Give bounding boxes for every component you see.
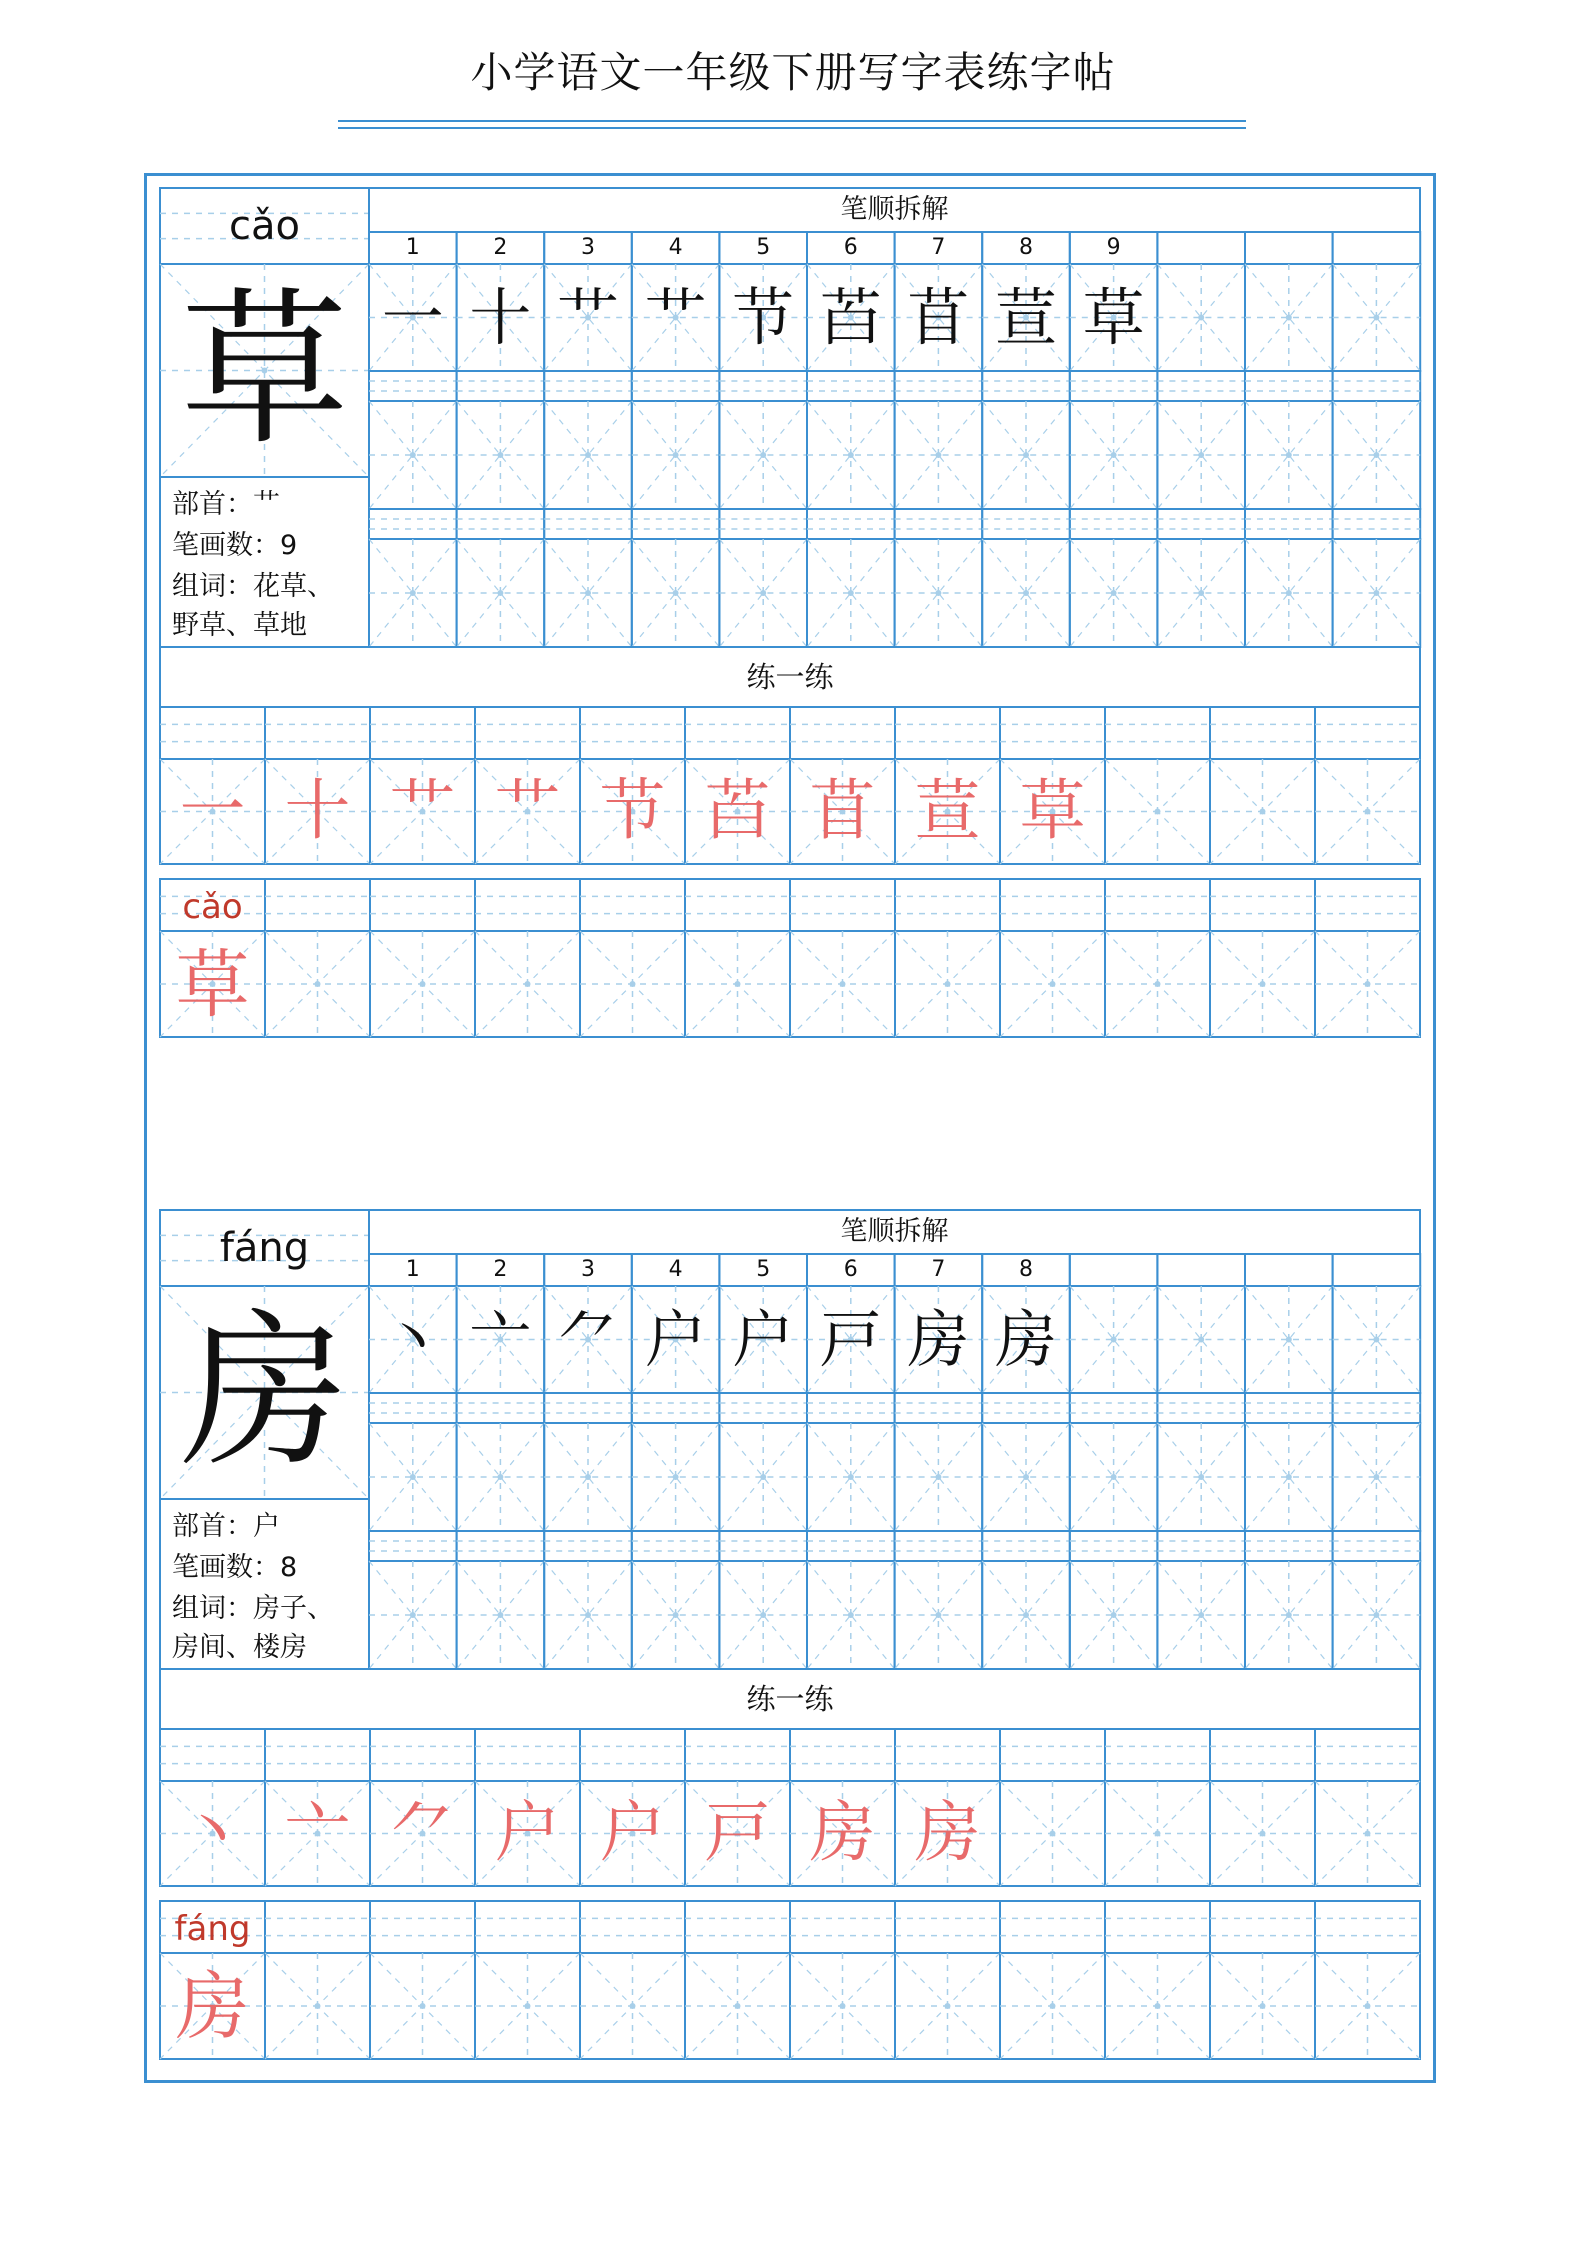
center-dot — [1373, 1612, 1379, 1618]
step-number: 2 — [493, 1257, 508, 1282]
center-dot — [1198, 1474, 1204, 1480]
trace-glyph: 一 — [179, 772, 246, 849]
stroke-count-value: 8 — [280, 1552, 298, 1583]
center-dot — [735, 2003, 741, 2009]
center-dot — [1260, 2003, 1266, 2009]
center-dot — [760, 1612, 766, 1618]
trace-pinyin: fáng — [174, 1909, 251, 1949]
trace-glyph: 房 — [809, 1794, 876, 1871]
center-dot — [1155, 809, 1161, 815]
step-number-cell — [1245, 1254, 1333, 1286]
pinyin-cell — [544, 1393, 632, 1423]
pinyin-cell — [1210, 879, 1315, 931]
header-pinyin: cǎo — [229, 203, 300, 249]
pinyin-cell — [475, 1901, 580, 1953]
stroke-step-glyph: 房 — [994, 1303, 1057, 1376]
center-dot — [1198, 315, 1204, 321]
radical-label: 部首： — [172, 1511, 253, 1542]
trace-glyph: 艹 — [389, 772, 456, 849]
pinyin-cell — [895, 879, 1000, 931]
center-dot — [1198, 452, 1204, 458]
center-dot — [760, 1474, 766, 1480]
main-character: 房 — [180, 1294, 349, 1490]
pinyin-cell — [895, 1393, 983, 1423]
pinyin-cell — [1070, 1393, 1158, 1423]
step-number-cell — [1157, 1254, 1245, 1286]
center-dot — [848, 1612, 854, 1618]
stroke-step-glyph: ⺈ — [556, 1303, 619, 1376]
center-dot — [525, 2003, 531, 2009]
pinyin-cell — [457, 1393, 545, 1423]
center-dot — [1111, 1474, 1117, 1480]
pinyin-cell — [1333, 1531, 1421, 1561]
center-dot — [1373, 1337, 1379, 1343]
pinyin-cell — [719, 371, 807, 401]
trace-glyph: 亠 — [284, 1794, 351, 1871]
pinyin-cell — [1070, 1531, 1158, 1561]
pinyin-cell — [580, 707, 685, 759]
pinyin-cell — [982, 1531, 1070, 1561]
step-number: 3 — [580, 1257, 595, 1282]
center-dot — [1155, 1831, 1161, 1837]
pinyin-cell — [457, 371, 545, 401]
pinyin-cell — [1245, 1531, 1333, 1561]
pinyin-cell — [982, 371, 1070, 401]
trace-glyph: 苩 — [704, 772, 771, 849]
practice-title: 练一练 — [746, 660, 834, 694]
center-dot — [673, 452, 679, 458]
stroke-count-label: 笔画数： — [172, 530, 280, 561]
pinyin-cell — [475, 707, 580, 759]
pinyin-cell — [1000, 1729, 1105, 1781]
center-dot — [945, 981, 951, 987]
center-dot — [1286, 452, 1292, 458]
center-dot — [1155, 981, 1161, 987]
center-dot — [1111, 1337, 1117, 1343]
center-dot — [1286, 1612, 1292, 1618]
stroke-step-glyph: 苩 — [819, 281, 882, 354]
trace-pinyin: cǎo — [182, 887, 243, 927]
center-dot — [935, 1474, 941, 1480]
center-dot — [760, 452, 766, 458]
trace-glyph: 草 — [1019, 772, 1086, 849]
pinyin-cell — [1210, 1901, 1315, 1953]
stroke-step-glyph: 节 — [732, 281, 795, 354]
words-label: 组词： — [172, 1593, 253, 1624]
radical-value: 艹 — [253, 489, 280, 520]
radical-value: 户 — [253, 1511, 280, 1542]
pinyin-cell — [685, 1729, 790, 1781]
center-dot — [673, 1612, 679, 1618]
trace-glyph: 戸 — [704, 1794, 771, 1871]
center-dot — [497, 452, 503, 458]
stroke-step-glyph: 户 — [732, 1303, 795, 1376]
pinyin-cell — [685, 879, 790, 931]
step-number: 5 — [756, 235, 771, 260]
step-number-cell — [1333, 1254, 1421, 1286]
pinyin-cell — [160, 707, 265, 759]
pinyin-cell — [685, 1901, 790, 1953]
main-character: 草 — [180, 272, 349, 468]
center-dot — [840, 981, 846, 987]
center-dot — [497, 1612, 503, 1618]
page-title: 小学语文一年级下册写字表练字帖 — [470, 48, 1116, 97]
pinyin-cell — [1070, 371, 1158, 401]
trace-glyph: 荁 — [914, 772, 981, 849]
center-dot — [935, 452, 941, 458]
words-label: 组词： — [172, 571, 253, 602]
trace-glyph: 户 — [494, 1794, 561, 1871]
pinyin-cell — [1157, 371, 1245, 401]
center-dot — [935, 590, 941, 596]
trace-glyph: 户 — [599, 1794, 666, 1871]
trace-glyph: 艹 — [494, 772, 561, 849]
center-dot — [1286, 590, 1292, 596]
center-dot — [1365, 809, 1371, 815]
center-dot — [1365, 2003, 1371, 2009]
pinyin-cell — [1000, 1901, 1105, 1953]
pinyin-cell — [895, 1531, 983, 1561]
pinyin-cell — [982, 509, 1070, 539]
radical-row — [172, 1506, 367, 1547]
words-line1: 房子、 — [253, 1593, 334, 1624]
pinyin-cell — [1245, 1393, 1333, 1423]
pinyin-cell — [265, 879, 370, 931]
pinyin-cell — [1070, 509, 1158, 539]
trace-character: 房 — [175, 1964, 250, 2050]
center-dot — [585, 452, 591, 458]
words-row — [172, 566, 367, 607]
pinyin-cell — [265, 1901, 370, 1953]
words-line2: 野草、草地 — [172, 610, 307, 641]
center-dot — [848, 1474, 854, 1480]
pinyin-cell — [580, 1729, 685, 1781]
pinyin-cell — [895, 509, 983, 539]
pinyin-cell — [807, 509, 895, 539]
center-dot — [1373, 1474, 1379, 1480]
pinyin-cell — [790, 707, 895, 759]
step-number: 8 — [1018, 1257, 1033, 1282]
pinyin-cell — [1105, 707, 1210, 759]
pinyin-cell — [632, 1393, 720, 1423]
center-dot — [630, 981, 636, 987]
center-dot — [420, 2003, 426, 2009]
center-dot — [1365, 981, 1371, 987]
step-number: 4 — [668, 1257, 683, 1282]
pinyin-cell — [370, 1729, 475, 1781]
center-dot — [1198, 590, 1204, 596]
center-dot — [673, 1474, 679, 1480]
center-dot — [1023, 590, 1029, 596]
stroke-count-row — [172, 1547, 367, 1588]
pinyin-cell — [895, 1901, 1000, 1953]
center-dot — [1365, 1831, 1371, 1837]
center-dot — [1111, 1612, 1117, 1618]
step-number-cell — [1333, 232, 1421, 264]
center-dot — [1111, 452, 1117, 458]
pinyin-cell — [685, 707, 790, 759]
pinyin-cell — [370, 1901, 475, 1953]
step-number: 3 — [580, 235, 595, 260]
center-dot — [1155, 2003, 1161, 2009]
pinyin-cell — [1245, 509, 1333, 539]
trace-glyph: 丶 — [179, 1794, 246, 1871]
center-dot — [735, 981, 741, 987]
pinyin-cell — [982, 1393, 1070, 1423]
radical-row — [172, 484, 367, 525]
pinyin-cell — [1105, 1901, 1210, 1953]
center-dot — [1286, 1337, 1292, 1343]
center-dot — [585, 590, 591, 596]
trace-glyph: 苜 — [809, 772, 876, 849]
center-dot — [840, 2003, 846, 2009]
pinyin-cell — [1245, 371, 1333, 401]
pinyin-cell — [475, 1729, 580, 1781]
center-dot — [848, 590, 854, 596]
stroke-step-glyph: 戸 — [819, 1303, 882, 1376]
step-number: 7 — [931, 235, 946, 260]
trace-glyph: ⺈ — [389, 1794, 456, 1871]
center-dot — [525, 981, 531, 987]
stroke-order-title: 笔顺拆解 — [840, 1216, 949, 1247]
center-dot — [1023, 1612, 1029, 1618]
step-number: 7 — [931, 1257, 946, 1282]
pinyin-cell — [457, 1531, 545, 1561]
stroke-step-glyph: 户 — [644, 1303, 707, 1376]
pinyin-cell — [580, 879, 685, 931]
stroke-step-glyph: 丶 — [381, 1303, 444, 1376]
pinyin-cell — [160, 1729, 265, 1781]
stroke-step-glyph: 一 — [381, 281, 444, 354]
center-dot — [497, 590, 503, 596]
step-number: 8 — [1018, 235, 1033, 260]
stroke-step-glyph: 十 — [469, 281, 532, 354]
center-dot — [1260, 1831, 1266, 1837]
center-dot — [1373, 590, 1379, 596]
step-number: 1 — [405, 1257, 420, 1282]
center-dot — [1260, 809, 1266, 815]
center-dot — [630, 2003, 636, 2009]
pinyin-cell — [632, 1531, 720, 1561]
header-pinyin: fáng — [219, 1225, 310, 1271]
stroke-step-glyph: 房 — [907, 1303, 970, 1376]
pinyin-cell — [457, 509, 545, 539]
pinyin-cell — [1000, 879, 1105, 931]
pinyin-cell — [370, 707, 475, 759]
center-dot — [315, 2003, 321, 2009]
step-number-cell — [1245, 232, 1333, 264]
pinyin-cell — [790, 1729, 895, 1781]
pinyin-cell — [369, 371, 457, 401]
pinyin-cell — [895, 1729, 1000, 1781]
center-dot — [585, 1474, 591, 1480]
pinyin-cell — [265, 707, 370, 759]
center-dot — [497, 1474, 503, 1480]
practice-title: 练一练 — [746, 1682, 834, 1716]
step-number: 6 — [843, 235, 858, 260]
pinyin-cell — [475, 879, 580, 931]
stroke-step-glyph: 草 — [1082, 281, 1145, 354]
pinyin-cell — [1315, 1901, 1420, 1953]
stroke-step-glyph: 荁 — [994, 281, 1057, 354]
center-dot — [315, 981, 321, 987]
pinyin-cell — [632, 509, 720, 539]
stroke-order-title: 笔顺拆解 — [840, 194, 949, 225]
stroke-count-row — [172, 525, 367, 566]
pinyin-cell — [1157, 1393, 1245, 1423]
pinyin-cell — [1315, 707, 1420, 759]
pinyin-cell — [790, 1901, 895, 1953]
pinyin-cell — [370, 879, 475, 931]
pinyin-cell — [369, 1531, 457, 1561]
center-dot — [410, 590, 416, 596]
center-dot — [1373, 452, 1379, 458]
pinyin-cell — [632, 371, 720, 401]
center-dot — [1373, 315, 1379, 321]
pinyin-cell — [807, 1531, 895, 1561]
center-dot — [410, 1612, 416, 1618]
pinyin-cell — [1315, 879, 1420, 931]
pinyin-cell — [544, 509, 632, 539]
words-row — [172, 1588, 367, 1629]
pinyin-cell — [580, 1901, 685, 1953]
pinyin-cell — [265, 1729, 370, 1781]
pinyin-cell — [1210, 1729, 1315, 1781]
pinyin-cell — [544, 371, 632, 401]
center-dot — [1023, 452, 1029, 458]
pinyin-cell — [1157, 509, 1245, 539]
center-dot — [1023, 1474, 1029, 1480]
pinyin-cell — [807, 371, 895, 401]
center-dot — [1050, 981, 1056, 987]
center-dot — [1198, 1612, 1204, 1618]
pinyin-cell — [1333, 509, 1421, 539]
step-number: 2 — [493, 235, 508, 260]
pinyin-cell — [719, 1393, 807, 1423]
pinyin-cell — [1333, 1393, 1421, 1423]
center-dot — [585, 1612, 591, 1618]
words-line1: 花草、 — [253, 571, 334, 602]
stroke-step-glyph: 艹 — [644, 281, 707, 354]
stroke-step-glyph: 亠 — [469, 1303, 532, 1376]
trace-glyph: 节 — [599, 772, 666, 849]
step-number: 5 — [756, 1257, 771, 1282]
center-dot — [1111, 590, 1117, 596]
center-dot — [420, 981, 426, 987]
pinyin-cell — [719, 1531, 807, 1561]
center-dot — [673, 590, 679, 596]
center-dot — [848, 452, 854, 458]
step-number-cell — [1070, 1254, 1158, 1286]
center-dot — [1050, 2003, 1056, 2009]
trace-character: 草 — [175, 942, 250, 1028]
center-dot — [760, 590, 766, 596]
pinyin-cell — [544, 1531, 632, 1561]
step-number: 6 — [843, 1257, 858, 1282]
step-number: 1 — [405, 235, 420, 260]
center-dot — [1050, 1831, 1056, 1837]
center-dot — [1260, 981, 1266, 987]
step-number: 4 — [668, 235, 683, 260]
pinyin-cell — [369, 509, 457, 539]
radical-label: 部首： — [172, 489, 253, 520]
trace-glyph: 十 — [284, 772, 351, 849]
pinyin-cell — [790, 879, 895, 931]
pinyin-cell — [1157, 1531, 1245, 1561]
words-line2: 房间、楼房 — [172, 1632, 307, 1663]
step-number: 9 — [1106, 235, 1121, 260]
step-number-cell — [1157, 232, 1245, 264]
stroke-count-label: 笔画数： — [172, 1552, 280, 1583]
center-dot — [1198, 1337, 1204, 1343]
pinyin-cell — [1315, 1729, 1420, 1781]
center-dot — [410, 1474, 416, 1480]
center-dot — [1286, 315, 1292, 321]
pinyin-cell — [1333, 371, 1421, 401]
center-dot — [1286, 1474, 1292, 1480]
trace-glyph: 房 — [914, 1794, 981, 1871]
pinyin-cell — [895, 707, 1000, 759]
pinyin-cell — [1105, 879, 1210, 931]
pinyin-cell — [719, 509, 807, 539]
pinyin-cell — [1105, 1729, 1210, 1781]
pinyin-cell — [369, 1393, 457, 1423]
center-dot — [945, 2003, 951, 2009]
pinyin-cell — [1000, 707, 1105, 759]
center-dot — [935, 1612, 941, 1618]
stroke-step-glyph: 苜 — [907, 281, 970, 354]
pinyin-cell — [895, 371, 983, 401]
stroke-step-glyph: 艹 — [556, 281, 619, 354]
center-dot — [410, 452, 416, 458]
pinyin-cell — [1210, 707, 1315, 759]
stroke-count-value: 9 — [280, 530, 298, 561]
pinyin-cell — [807, 1393, 895, 1423]
